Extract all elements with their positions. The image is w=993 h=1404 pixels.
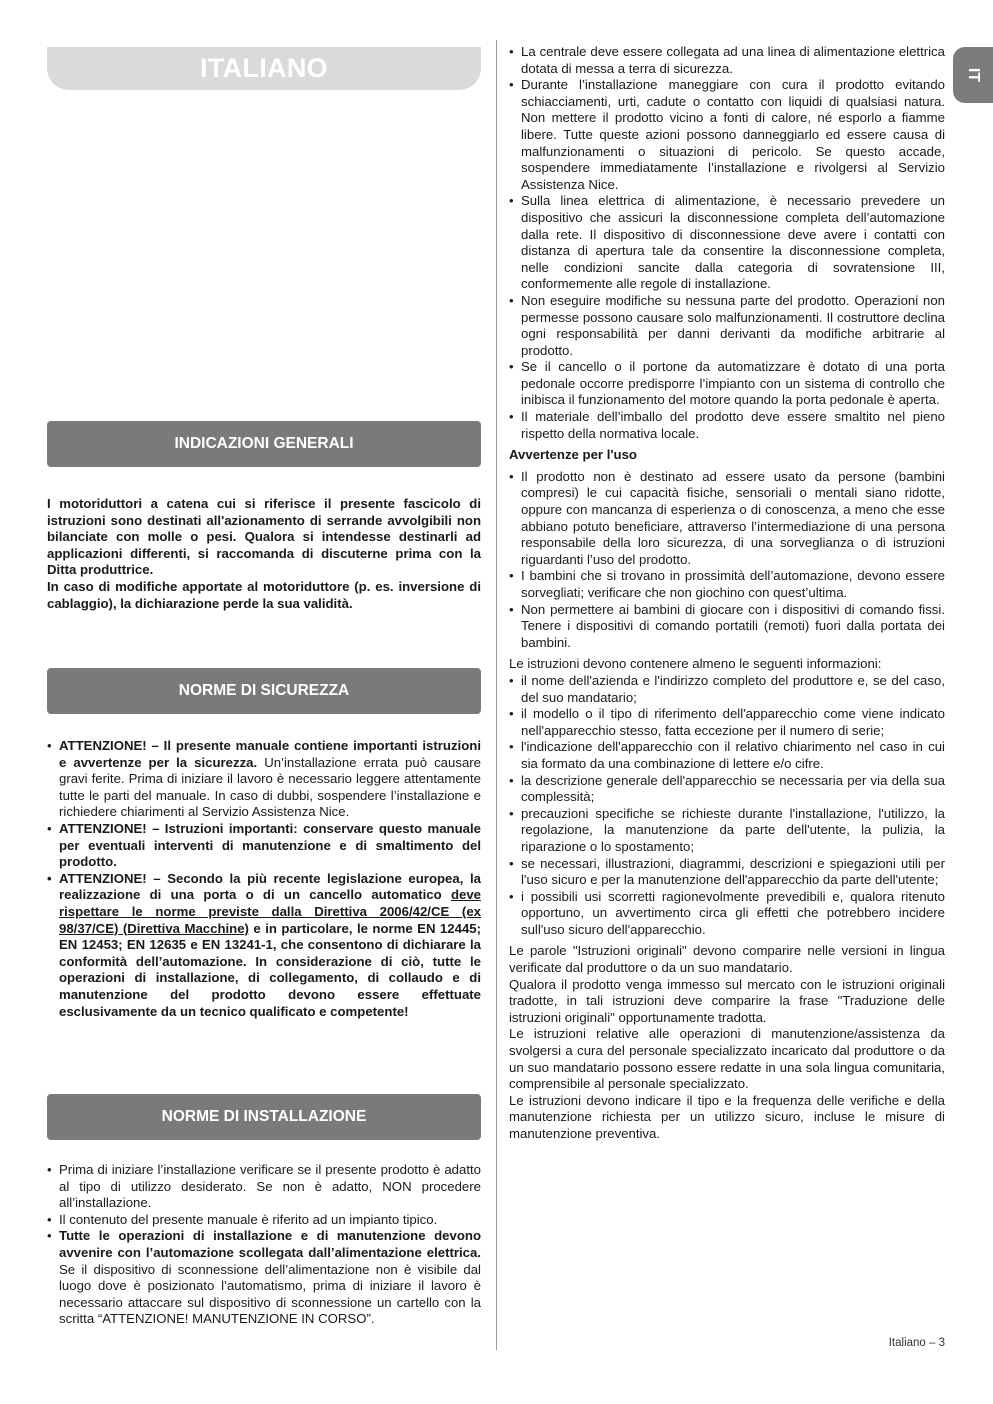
info-item: • i possibili usi scorretti ragionevolmente prevedibili e, qualora ritenuto opportuno, un avvertimento circa gli effetti che potrebbero incidere sull'uso sicuro dell'apparecchio.: [509, 889, 945, 939]
directive-reference: deve rispettare le norme previste dalla Direttiva 2006/42/CE (ex 98/37/CE) (Direttiva Macchine): [59, 887, 481, 936]
language-banner: ITALIANO: [47, 47, 481, 90]
usage-item: • Non permettere ai bambini di giocare con i dispositivi di comando fissi. Tenere i dispositivi di comando portatili (remoti) fuori dalla portata dei bambini.: [509, 602, 945, 652]
general-section: [47, 496, 481, 612]
language-tab-label: IT: [965, 67, 982, 83]
info-item: • precauzioni specifiche se richieste durante l'installazione, l'utilizzo, la regolazione, la manutenzione da parte dell'utente, la pulizia, la riparazione o lo spostamento;: [509, 806, 945, 856]
language-tab: [953, 47, 993, 103]
install-item: • Non eseguire modifiche su nessuna parte del prodotto. Operazioni non permesse possono causare solo malfunzionamenti. Il costruttore declina ogni responsabilità per danni derivanti da modifiche arbitrarie al prodotto.: [509, 293, 945, 359]
right-column: [509, 44, 945, 1143]
installation-item-3-text: Se il dispositivo di sconnessione dell’alimentazione non è visibile dal luogo dove è posizionato l’automatismo, prima di iniziare il lavoro è necessario attaccare sul dispositivo di sconnessione un cartello con la scritta “ATTENZIONE! MANUTENZIONE IN CORSO”.: [59, 1261, 481, 1327]
safety-item-2-bold: ATTENZIONE! – Istruzioni importanti: conservare questo manuale per eventuali interventi di manutenzione e di smaltimento del prodotto.: [59, 820, 481, 870]
info-item: • il nome dell'azienda e l'indirizzo completo del produttore e, se del caso, del suo mandatario;: [509, 673, 945, 706]
installation-item-2: • Il contenuto del presente manuale è riferito ad un impianto tipico.: [47, 1212, 481, 1229]
info-list: [509, 673, 945, 939]
install-item: • La centrale deve essere collegata ad una linea di alimentazione elettrica dotata di messa a terra di sicurezza.: [509, 44, 945, 77]
safety-item-3-part-a: ATTENZIONE! – Secondo la più recente legislazione europea, la realizzazione di una porta o di un cancello automatico: [59, 870, 481, 903]
paragraph-maintenance-language: Le istruzioni relative alle operazioni di manutenzione/assistenza da svolgersi a cura del personale specializzato incaricato dal produttore o da un suo mandatario possono essere redatte in una sola lingua comunitaria, comprensibile al personale specializzato.: [509, 1026, 945, 1092]
column-divider: [496, 40, 497, 1350]
info-item: • l'indicazione dell'apparecchio con il relativo chiarimento nel caso in cui sia formato da una combinazione di lettere e/o cifre.: [509, 739, 945, 772]
install-item: • Se il cancello o il portone da automatizzare è dotato di una porta pedonale occorre predisporre l’impianto con un sistema di controllo che inibisca il funzionamento del motore quando la porta pedonale è aperta.: [509, 359, 945, 409]
safety-list: [47, 738, 481, 1020]
installation-item-1: • Prima di iniziare l’installazione verificare se il presente prodotto è adatto al tipo di utilizzo desiderato. Se non è adatto, NON procedere all’installazione.: [47, 1162, 481, 1212]
page-footer: Italiano – 3: [888, 1337, 945, 1349]
section-header-installation: NORME DI INSTALLAZIONE: [47, 1094, 481, 1140]
installation-item-3: [47, 1228, 481, 1328]
section-header-general: INDICAZIONI GENERALI: [47, 421, 481, 467]
safety-item-1: [47, 738, 481, 821]
general-paragraph-2: In caso di modifiche apportate al motoriduttore (p. es. inversione di cablaggio), la dichiarazione perde la sua validità.: [47, 578, 481, 611]
install-continued-list: [509, 44, 945, 442]
paragraph-original-instructions: Le parole "Istruzioni originali" devono comparire nelle versioni in lingua verificate dal produttore o da un suo mandatario.: [509, 943, 945, 976]
info-item: • se necessari, illustrazioni, diagrammi, descrizioni e spiegazioni utili per l'uso sicuro e per la manutenzione dell'apparecchio da parte dell'utente;: [509, 856, 945, 889]
safety-section: [47, 738, 481, 1020]
installation-item-3-bold: Tutte le operazioni di installazione e di manutenzione devono avvenire con l’automazione scollegata dall’alimentazione elettrica.: [59, 1228, 481, 1260]
safety-item-3: [47, 871, 481, 1020]
usage-heading: Avvertenze per l'uso: [509, 447, 637, 463]
usage-list: [509, 469, 945, 652]
info-item: • il modello o il tipo di riferimento dell'apparecchio come viene indicato nell'apparecchio stesso, fatta eccezione per il numero di serie;: [509, 706, 945, 739]
install-item: • Sulla linea elettrica di alimentazione, è necessario prevedere un dispositivo che assicuri la disconnessione completa dell’automazione dalla rete. Il dispositivo di disconnessione deve avere i contatti con distanza di apertura tale da consentire la disconnessione completa, nelle condizioni sancite dalla categoria di sovratensione III, conformemente alle regole di installazione.: [509, 193, 945, 293]
paragraph-translated-instructions: Qualora il prodotto venga immesso sul mercato con le istruzioni originali tradotte, in tali istruzioni deve comparire la frase "Traduzione delle istruzioni originali" opportunamente tradotta.: [509, 976, 945, 1025]
info-item: • la descrizione generale dell'apparecchio se necessaria per via della sua complessità;: [509, 773, 945, 806]
safety-item-1-bold: ATTENZIONE! – Il presente manuale contiene importanti istruzioni e avvertenze per la sicurezza.: [59, 738, 481, 770]
safety-item-3-part-b: e in particolare, le norme EN 12445; EN 12453; EN 12635 e EN 13241-1, che consentono di dichiarare la conformità dell’automazione. In considerazione di ciò, tutte le operazioni di installazione, di collegamento, di collaudo e di manutenzione del prodotto devono essere effettuate esclusivamente da un tecnico qualificato e competente!: [59, 920, 481, 1019]
paragraph-maintenance-frequency: Le istruzioni devono indicare il tipo e la frequenza delle verifiche e della manutenzione richiesta per un utilizzo sicuro, incluse le misure di manutenzione preventiva.: [509, 1092, 945, 1141]
safety-item-2: [47, 821, 481, 871]
installation-list: [47, 1162, 481, 1328]
install-item: • Il materiale dell’imballo del prodotto deve essere smaltito nel pieno rispetto della normativa locale.: [509, 409, 945, 442]
install-item: • Durante l’installazione maneggiare con cura il prodotto evitando schiacciamenti, urti, cadute o contatto con liquidi di qualsiasi natura. Non mettere il prodotto vicino a fonti di calore, né esporlo a fiamme libere. Tutte queste azioni possono danneggiarlo ed essere causa di malfunzionamenti o situazioni di pericolo. Se questo accade, sospendere immediatamente l’installazione e rivolgersi al Servizio Assistenza Nice.: [509, 77, 945, 193]
installation-section: [47, 1162, 481, 1328]
general-paragraph-1: I motoriduttori a catena cui si riferisce il presente fascicolo di istruzioni sono destinati all'azionamento di serrande avvolgibili non bilanciate con molle o pesi. Qualora si intendesse destinarli ad applicazioni differenti, si raccomanda di discuterne prima con la Ditta produttrice.: [47, 496, 481, 578]
info-intro: Le istruzioni devono contenere almeno le seguenti informazioni:: [509, 656, 882, 672]
section-header-safety: NORME DI SICUREZZA: [47, 668, 481, 714]
usage-item: • Il prodotto non è destinato ad essere usato da persone (bambini compresi) le cui capacità fisiche, sensoriali o mentali siano ridotte, oppure con mancanza di esperienza o di conoscenza, a meno che esse abbiano potuto beneficiare, attraverso l’intermediazione di una persona responsabile della loro sicurezza, di una sorveglianza o di istruzioni riguardanti l’uso del prodotto.: [509, 469, 945, 569]
safety-item-1-text: Un’installazione errata può causare gravi ferite. Prima di iniziare il lavoro è necessario leggere attentamente tutte le parti del manuale. In caso di dubbi, sospendere l’installazione e richiedere chiarimenti al Servizio Assistenza Nice.: [59, 754, 481, 820]
usage-item: • I bambini che si trovano in prossimità dell’automazione, devono essere sorvegliati; verificare che non giochino con quest’ultima.: [509, 568, 945, 601]
